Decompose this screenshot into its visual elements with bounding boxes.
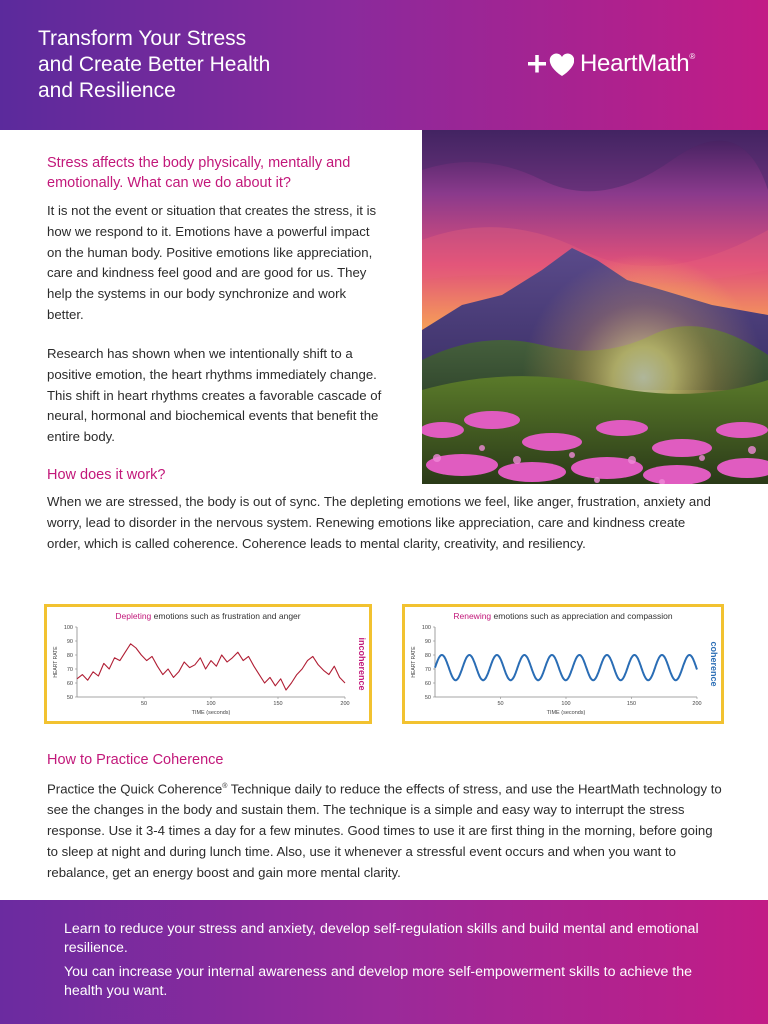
paragraph-practice-coherence (47, 777, 727, 883)
y-tick-label: 90 (66, 639, 73, 645)
y-tick-label: 100 (63, 625, 73, 631)
plus-heart-icon (528, 51, 574, 77)
paragraph-stress-response: It is not the event or situation that creates the stress, it is how we respond to it. Emotions have a powerful impact on the human body. Positive emotions like appreciation, care and kindness feel good and are good for us. They help the systems in our body synchronize and work better. (47, 203, 377, 322)
footer-banner (0, 900, 768, 1024)
logo-trademark: ® (689, 52, 696, 61)
sunrise-mountain-flowers-photo (422, 130, 768, 484)
header-banner (0, 0, 768, 130)
y-tick-label: 50 (66, 695, 73, 701)
chart-renewing-plot (405, 607, 721, 721)
chart-renewing (402, 604, 724, 724)
chart-title-rest: emotions such as frustration and anger (151, 611, 301, 621)
y-axis-label: HEART RATE (53, 646, 59, 678)
page-title (38, 26, 398, 104)
section-heading-practice-coherence: How to Practice Coherence (47, 752, 224, 768)
chart-title-highlight: Renewing (453, 611, 492, 621)
y-tick-label: 100 (421, 625, 431, 631)
heart-rate-line (77, 644, 345, 690)
x-tick-label: 100 (561, 701, 571, 707)
x-tick-label: 150 (626, 701, 637, 707)
x-tick-label: 200 (340, 701, 350, 707)
heart-rate-line (435, 655, 697, 680)
y-tick-label: 50 (424, 695, 431, 701)
x-axis-label: TIME (seconds) (546, 710, 586, 716)
y-tick-label: 70 (424, 667, 431, 673)
y-tick-label: 80 (424, 653, 431, 659)
side-label: coherence (709, 641, 719, 687)
heartmath-logo (528, 50, 695, 78)
y-tick-label: 80 (66, 653, 73, 659)
practice-text-start: Practice the Quick Coherence (47, 781, 223, 797)
x-tick-label: 100 (206, 701, 216, 707)
title-line: and Resilience (38, 79, 176, 102)
logo-wordmark: HeartMath (580, 50, 690, 77)
chart-depleting (44, 604, 372, 724)
x-tick-label: 200 (692, 701, 702, 707)
y-tick-label: 60 (66, 681, 73, 687)
x-tick-label: 150 (273, 701, 283, 707)
paragraph-how-it-works: When we are stressed, the body is out of sync. The depleting emotions we feel, like anger, frustration, anxiety and worry, lead to disorder in the nervous system. Renewing emotions like appreciation, care and kindness create order, which is called coherence. Coherence leads to mental clarity, creativity, and resiliency. (47, 494, 711, 551)
title-line: and Create Better Health (38, 53, 271, 76)
chart-title (453, 611, 673, 621)
section-heading-stress: Stress affects the body physically, mentally and emotionally. What can we do about it? (47, 155, 351, 191)
chart-title-highlight: Depleting (115, 611, 152, 621)
title-line: Transform Your Stress (38, 27, 247, 50)
footer-line-1: Learn to reduce your stress and anxiety, develop self-regulation skills and build mental and emotional resilience. (64, 921, 699, 956)
y-tick-label: 90 (424, 639, 431, 645)
side-label: incoherence (357, 637, 367, 691)
chart-title-rest: emotions such as appreciation and compassion (491, 611, 673, 621)
practice-text-rest: Technique daily to reduce the effects of stress, and use the HeartMath technology to see the changes in the body and sustain them. The technique is a simple and easy way to interrupt the stress response. Use it 3-4 times a day for a few minutes. Good times to use it are first thing in the morning, before going to sleep at night and during lunch time. Also, use it whenever a stressful event occurs and when you want to rebalance, get an energy boost and gain more mental clarity. (47, 781, 722, 880)
x-axis-label: TIME (seconds) (191, 710, 231, 716)
x-tick-label: 50 (140, 701, 148, 707)
x-tick-label: 50 (497, 701, 504, 707)
y-tick-label: 60 (424, 681, 431, 687)
paragraph-research: Research has shown when we intentionally shift to a positive emotion, the heart rhythms immediately change. This shift in heart rhythms creates a favorable cascade of neural, hormonal and biochemical events that benefit the entire body. (47, 346, 382, 445)
footer-line-2: You can increase your internal awareness and develop more self-empowerment skills to achieve the health you want. (64, 964, 693, 999)
registered-mark: ® (222, 783, 228, 790)
chart-depleting-plot (47, 607, 369, 721)
y-axis-label: HEART RATE (411, 646, 417, 678)
section-heading-how-it-works: How does it work? (47, 467, 166, 483)
y-tick-label: 70 (66, 667, 73, 673)
chart-title (115, 611, 300, 621)
